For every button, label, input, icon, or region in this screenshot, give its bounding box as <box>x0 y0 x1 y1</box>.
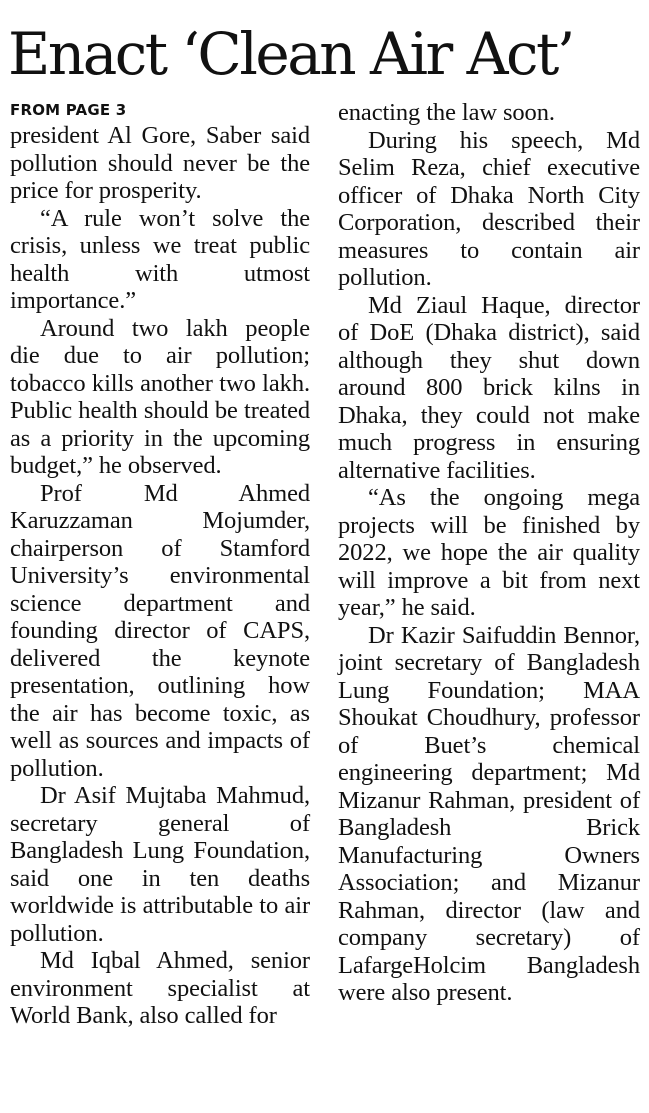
paragraph: Md Ziaul Haque, director of DoE (Dhaka district), said although they shut down around 800 brick kilns in Dhaka, they could not make much progress in ensuring alternative facilities. <box>338 291 640 484</box>
paragraph: “A rule won’t solve the crisis, unless we treat public health with utmost importance.” <box>10 204 310 314</box>
left-column <box>10 98 310 1030</box>
paragraph: enacting the law soon. <box>338 99 555 126</box>
right-column <box>338 99 640 1007</box>
headline: Enact ‘Clean Air Act’ <box>8 20 573 88</box>
paragraph: During his speech, Md Selim Reza, chief executive officer of Dhaka North City Corporation, described their measures to contain air pollution. <box>338 126 640 291</box>
paragraph: “As the ongoing mega projects will be finished by 2022, we hope the air quality will improve a bit from next year,” he said. <box>338 484 640 621</box>
paragraph: Md Iqbal Ahmed, senior environment specialist at World Bank, also called for <box>10 947 310 1029</box>
paragraph: president Al Gore, Saber said pollution should never be the price for prosperity. <box>10 122 310 204</box>
paragraph: Dr Asif Mujtaba Mahmud, secretary general of Bangladesh Lung Foundation, said one in ten deaths worldwide is attributable to air pollution. <box>10 782 310 947</box>
paragraph: Around two lakh people die due to air pollution; tobacco kills another two lakh. Public health should be treated as a priority in the upcoming budget,” he observed. <box>10 314 310 479</box>
jump-label: FROM PAGE 3 <box>10 101 127 119</box>
paragraph: Dr Kazir Saifuddin Bennor, joint secretary of Bangladesh Lung Foundation; MAA Shoukat Choudhury, professor of Buet’s chemical engineering department; Md Mizanur Rahman, president of Bangladesh Brick Manufacturing Owners Association; and Mizanur Rahman, director (law and company secretary) of LafargeHolcim Bangladesh were also present. <box>338 621 640 1006</box>
paragraph: Prof Md Ahmed Karuzzaman Mojumder, chairperson of Stamford University’s environmental science department and founding director of CAPS, delivered the keynote presentation, outlining how the air has become toxic, as well as sources and impacts of pollution. <box>10 479 310 782</box>
